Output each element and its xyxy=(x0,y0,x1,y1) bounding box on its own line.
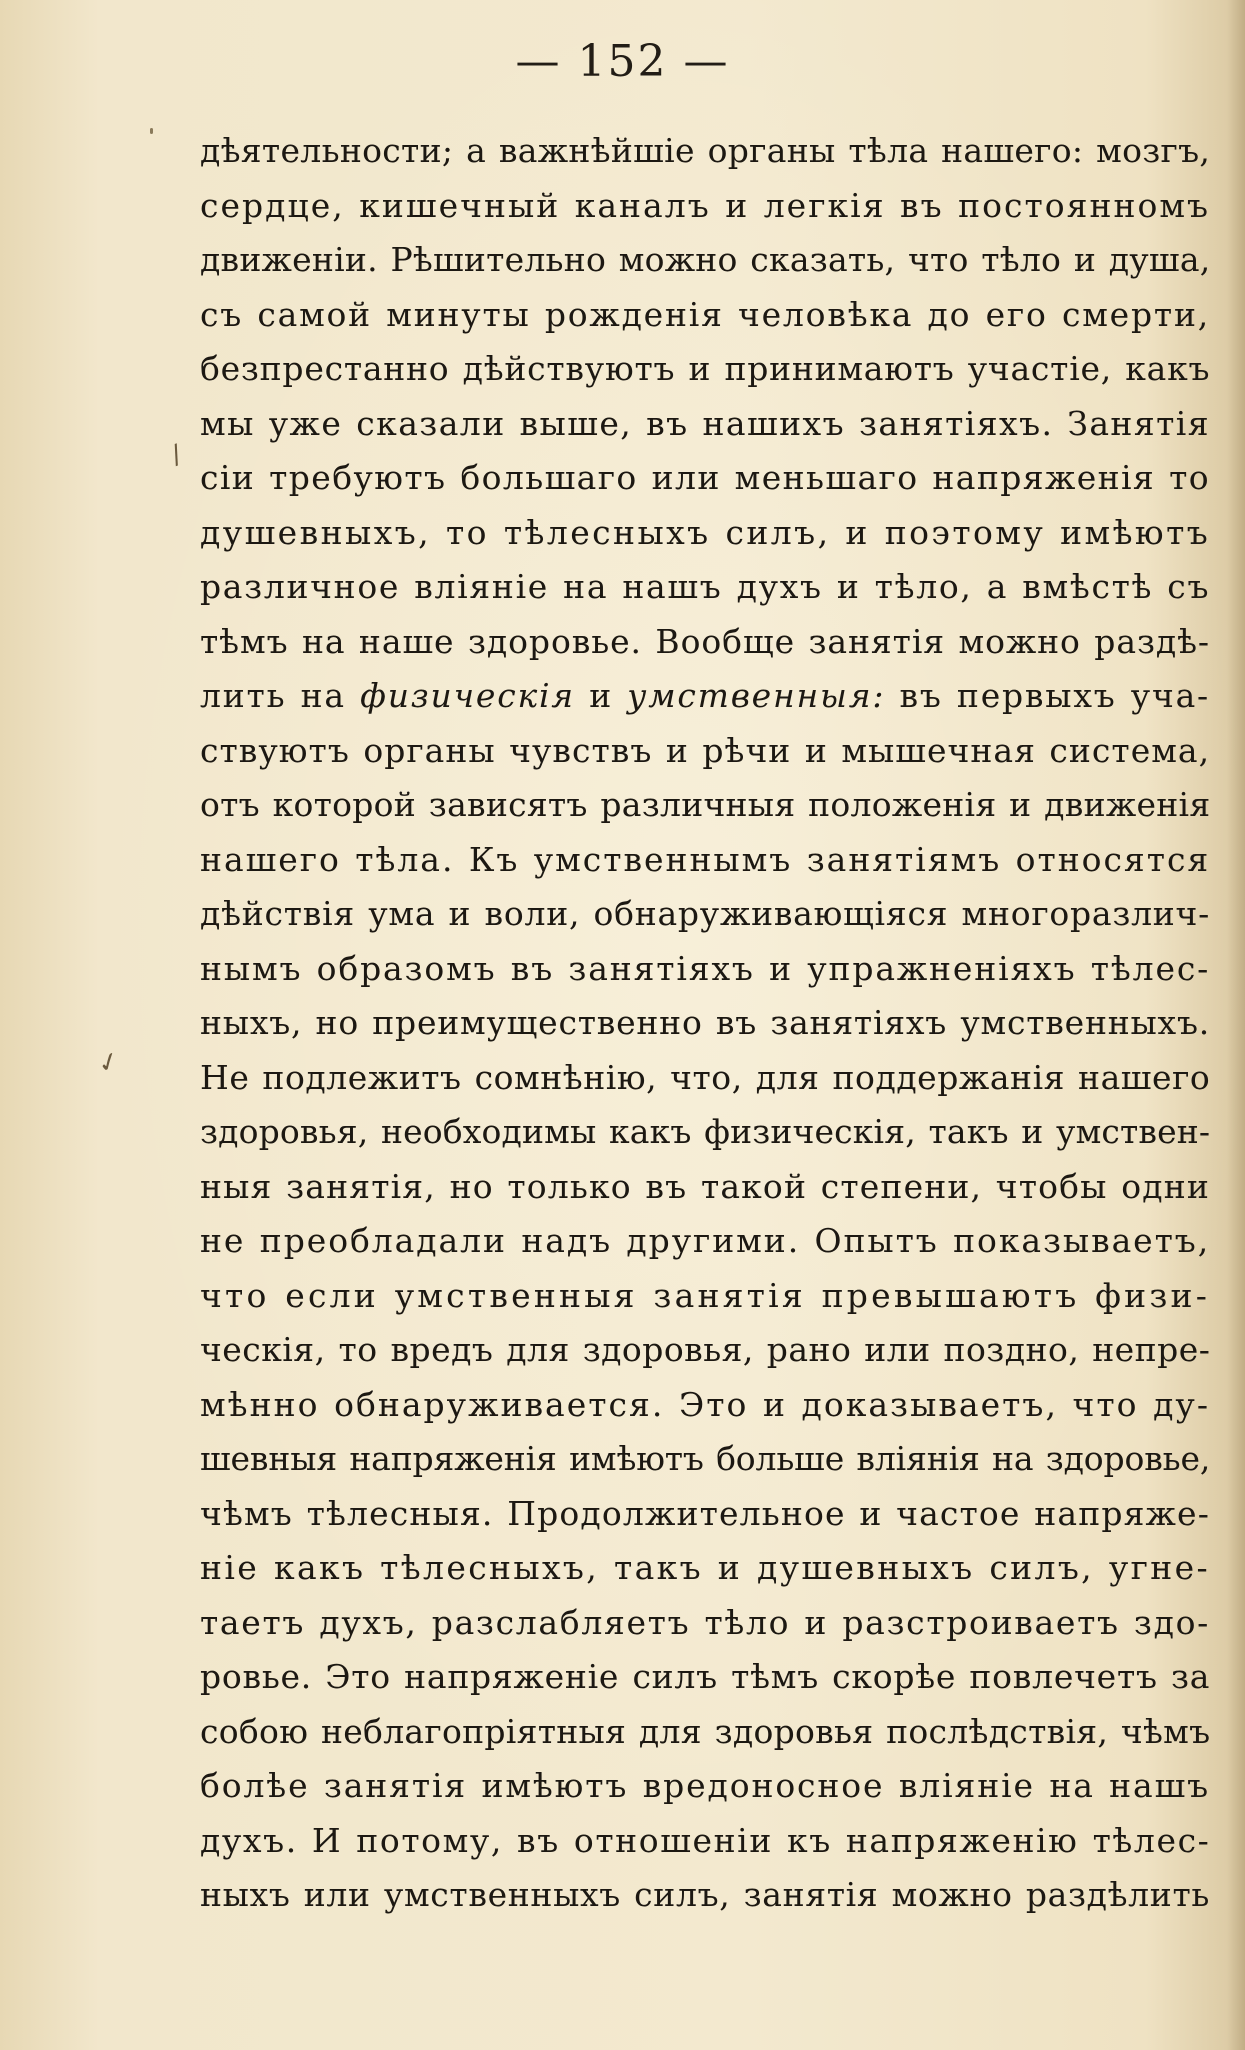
text-line xyxy=(200,1487,1210,1542)
text-line xyxy=(200,1105,1210,1160)
text-line xyxy=(200,397,1210,452)
text-line xyxy=(200,1759,1210,1814)
text-segment: съ самой минуты рожденія человѣка до его смерти, xyxy=(200,294,1210,334)
text-line xyxy=(200,288,1210,343)
text-segment: ныя занятія, но только въ такой степени, чтобы одни xyxy=(200,1166,1210,1206)
text-segment: движеніи. Рѣшительно можно сказать, что тѣло и душа, xyxy=(200,240,1210,279)
text-line xyxy=(200,1541,1210,1596)
text-segment: ческія, то вредъ для здоровья, рано или поздно, непре- xyxy=(200,1330,1210,1369)
text-line xyxy=(200,1160,1210,1215)
text-line xyxy=(200,1868,1210,1923)
text-line xyxy=(200,833,1210,888)
text-segment: болѣе занятія имѣютъ вредоносное вліяніе на нашъ xyxy=(200,1766,1210,1805)
text-segment: отъ которой зависятъ различныя положенія и движенія xyxy=(200,785,1210,824)
text-segment: собою неблагопріятныя для здоровья послѣдствія, чѣмъ xyxy=(200,1711,1210,1751)
text-segment: дѣйствія ума и воли, обнаруживающіяся многоразлич- xyxy=(200,894,1210,933)
ink-speck xyxy=(150,128,153,134)
text-segment: лить на xyxy=(200,676,361,715)
text-segment: мѣнно обнаруживается. Это и доказываетъ, что ду- xyxy=(200,1384,1210,1424)
text-segment: въ первыхъ уча- xyxy=(885,676,1210,715)
text-segment: ровье. Это напряженіе силъ тѣмъ скорѣе повлечетъ за xyxy=(200,1657,1210,1696)
text-segment: шевныя напряженія имѣютъ больше вліянія на здоровье, xyxy=(200,1439,1210,1478)
text-line xyxy=(200,1323,1210,1378)
text-segment: таетъ духъ, разслабляетъ тѣло и разстроиваетъ здо- xyxy=(200,1602,1210,1642)
text-line xyxy=(200,669,1210,724)
page-number: — 152 — xyxy=(515,36,730,87)
text-line xyxy=(200,942,1210,997)
text-segment: Не подлежитъ сомнѣнію, что, для поддержанія нашего xyxy=(200,1057,1210,1097)
text-segment: дѣятельности; а важнѣйшіе органы тѣла нашего: мозгъ, xyxy=(200,131,1210,170)
text-segment: мы уже сказали выше, въ нашихъ занятіяхъ. Занятія xyxy=(200,403,1210,443)
italic-term: физическія xyxy=(360,676,575,715)
text-line xyxy=(200,724,1210,779)
text-line xyxy=(200,1814,1210,1869)
text-line xyxy=(200,1432,1210,1487)
text-segment: не преобладали надъ другими. Опытъ показываетъ, xyxy=(200,1221,1210,1260)
margin-pencil-mark: ✓ xyxy=(93,1045,125,1081)
text-segment: нашего тѣла. Къ умственнымъ занятіямъ относятся xyxy=(200,839,1210,879)
text-segment: и xyxy=(574,676,628,715)
text-line xyxy=(200,996,1210,1051)
text-segment: здоровья, необходимы какъ физическія, такъ и умствен- xyxy=(200,1112,1210,1151)
italic-term: умственныя: xyxy=(627,676,886,715)
text-segment: духъ. И потому, въ отношеніи къ напряженію тѣлес- xyxy=(200,1820,1210,1860)
text-segment: различное вліяніе на нашъ духъ и тѣло, а вмѣстѣ съ xyxy=(200,567,1210,606)
text-line xyxy=(200,1650,1210,1705)
text-line xyxy=(200,1705,1210,1760)
text-line xyxy=(200,179,1210,234)
text-line xyxy=(200,342,1210,397)
text-segment: сіи требуютъ большаго или меньшаго напряженія то xyxy=(200,458,1210,497)
text-segment: душевныхъ, то тѣлесныхъ силъ, и поэтому имѣютъ xyxy=(200,512,1210,552)
body-text xyxy=(200,124,1240,1923)
text-segment: тѣмъ на наше здоровье. Вообще занятія можно раздѣ- xyxy=(200,621,1210,661)
text-segment: безпрестанно дѣйствуютъ и принимаютъ участіе, какъ xyxy=(200,349,1210,388)
text-line xyxy=(200,506,1210,561)
text-line xyxy=(200,1596,1210,1651)
text-segment: нымъ образомъ въ занятіяхъ и упражненіяхъ тѣлес- xyxy=(200,948,1210,988)
text-line xyxy=(200,1378,1210,1433)
text-segment: ныхъ или умственныхъ силъ, занятія можно раздѣлить xyxy=(200,1875,1210,1914)
text-line xyxy=(200,1214,1210,1269)
text-segment: что если умственныя занятія превышаютъ физи- xyxy=(200,1275,1210,1315)
text-line xyxy=(200,124,1210,179)
text-segment: чѣмъ тѣлесныя. Продолжительное и частое напряже- xyxy=(200,1493,1210,1533)
text-line xyxy=(200,778,1210,833)
text-line xyxy=(200,1051,1210,1106)
text-segment: ствуютъ органы чувствъ и рѣчи и мышечная система, xyxy=(200,730,1210,770)
text-line xyxy=(200,1269,1210,1324)
text-line xyxy=(200,451,1210,506)
text-line xyxy=(200,560,1210,615)
text-segment: сердце, кишечный каналъ и легкія въ постоянномъ xyxy=(200,185,1210,225)
text-line xyxy=(200,887,1210,942)
text-line xyxy=(200,615,1210,670)
text-segment: ныхъ, но преимущественно въ занятіяхъ умственныхъ. xyxy=(200,1003,1210,1042)
text-line xyxy=(200,233,1210,288)
text-segment: ніе какъ тѣлесныхъ, такъ и душевныхъ силъ, угне- xyxy=(200,1548,1210,1587)
margin-pencil-mark: / xyxy=(167,439,186,471)
